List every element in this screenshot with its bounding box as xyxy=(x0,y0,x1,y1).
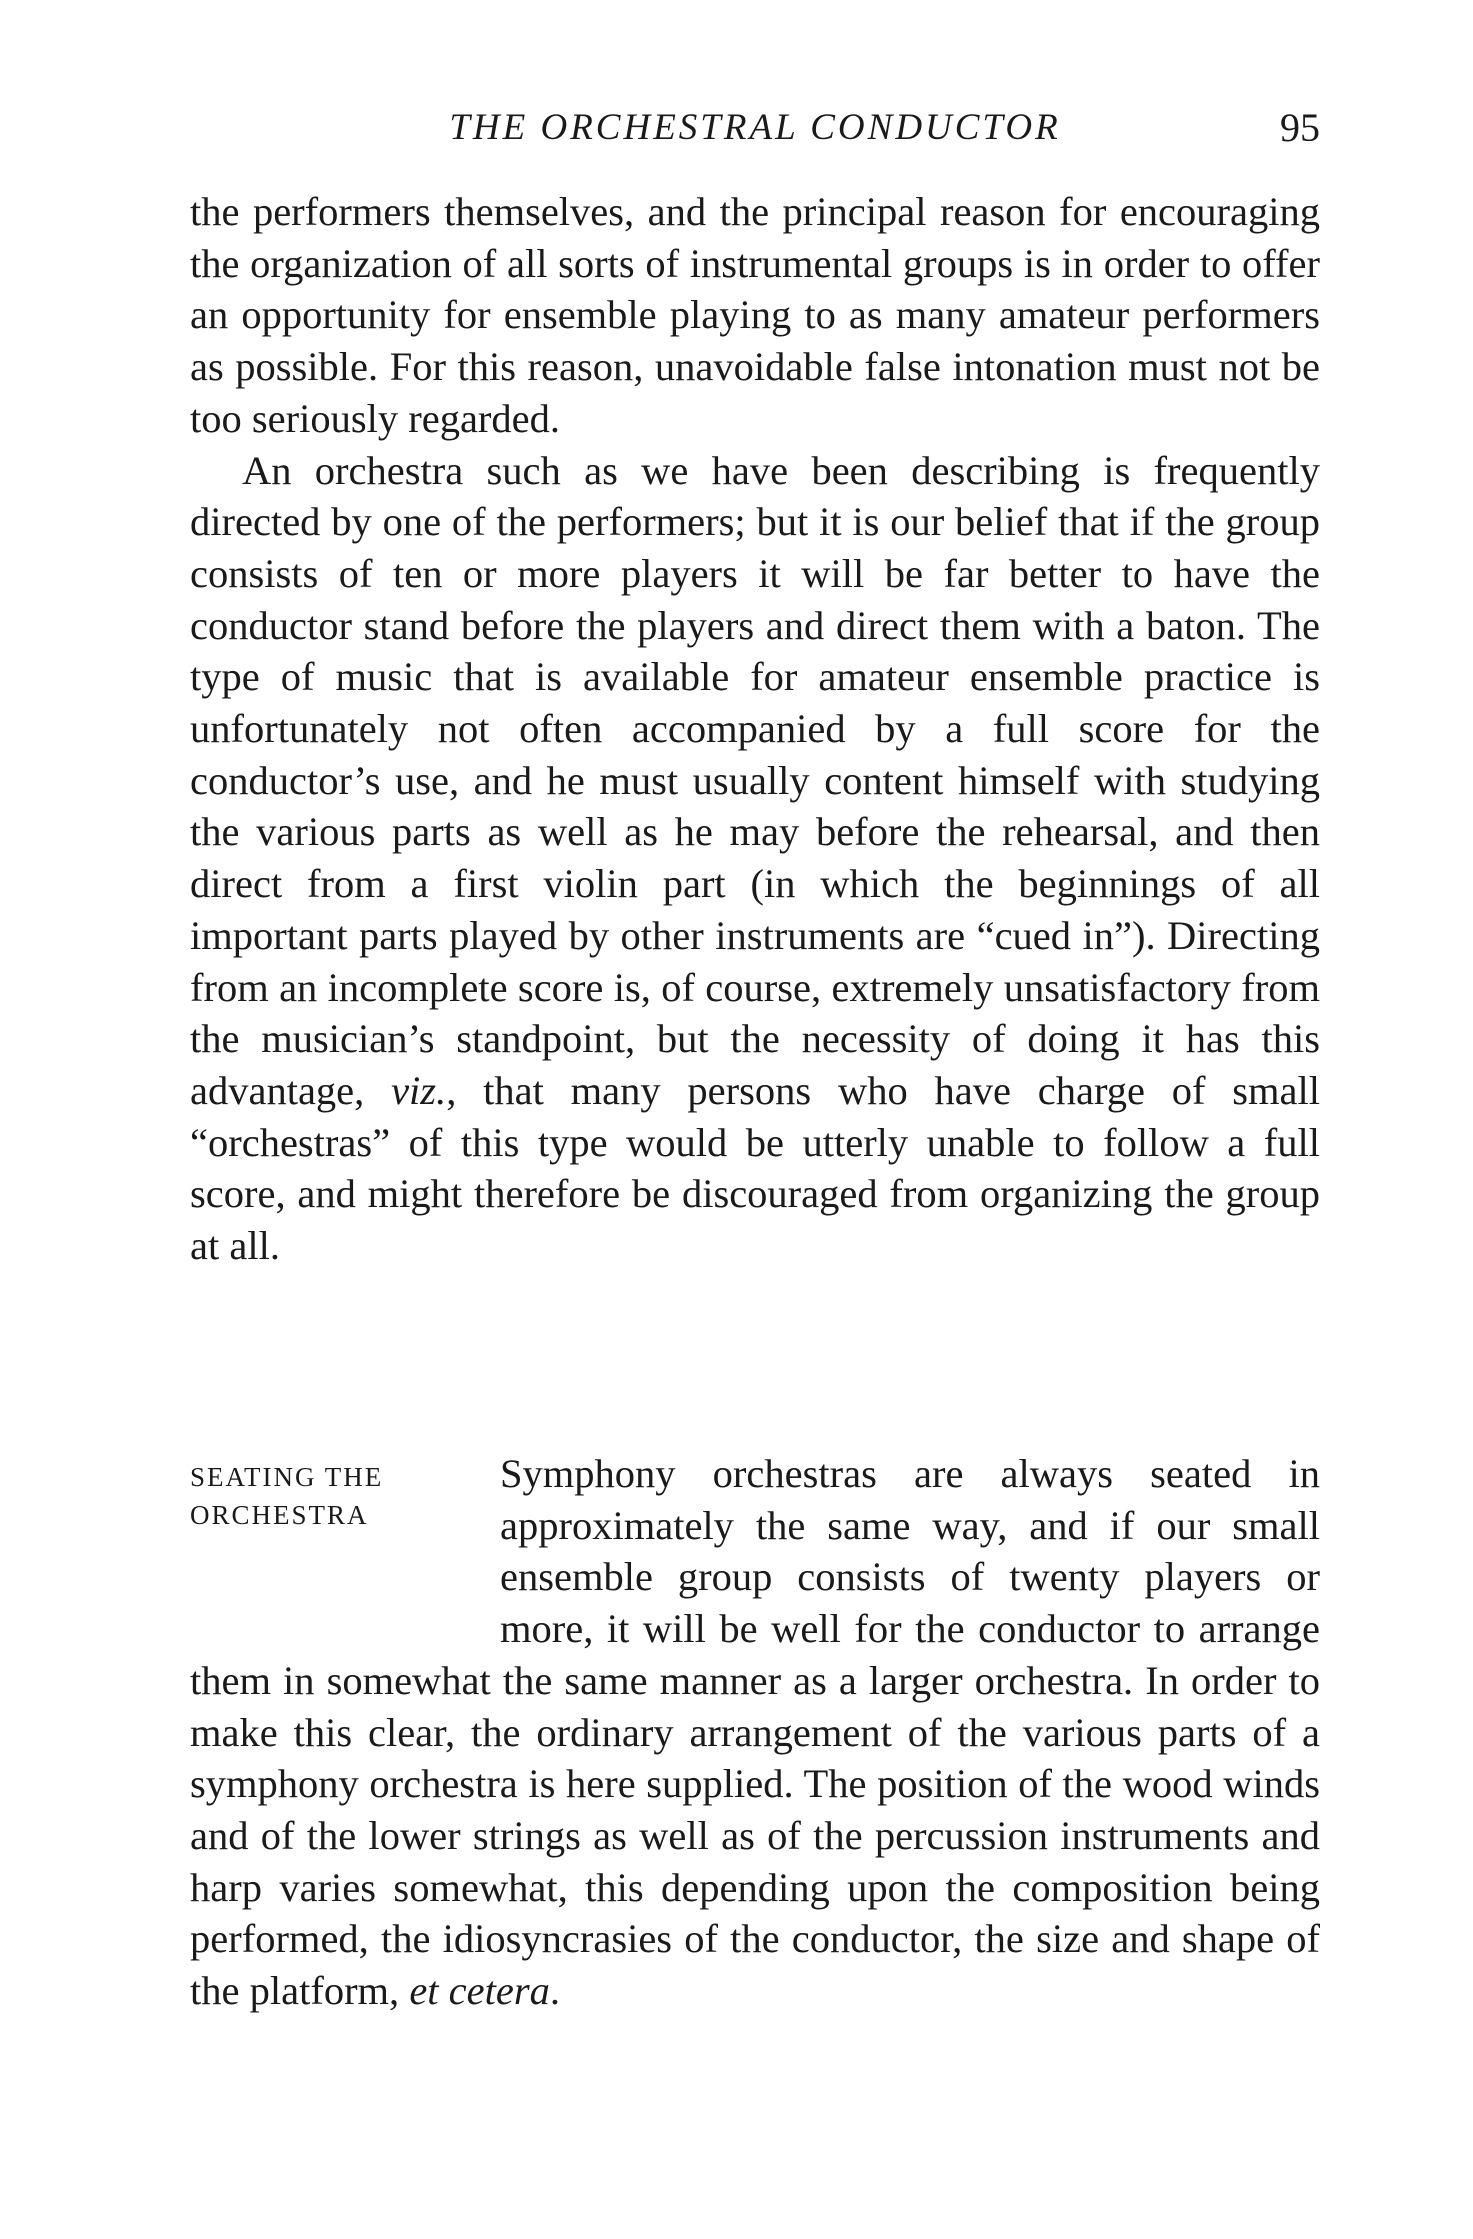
page-number: 95 xyxy=(1280,105,1320,150)
side-heading-line-1: SEATING THE xyxy=(190,1462,384,1492)
side-heading xyxy=(190,1458,500,1613)
paragraph-text-start: Symphony orchestras are always seated in approximately the same way, and if our small ensemble group consists of twenty players or more, it will be well for the conductor to arrange them in somewhat the same manner as a larger orchestra. In order to make this clear, the ordinary arrangement of the various parts of a symphony orchestra is here supplied. The position of the wood winds and of the lower strings as well as of the percussion instruments and harp varies somewhat, this depending upon the composition being performed, the idiosyncrasies of the conductor, the size and shape of the platform, xyxy=(190,1451,1320,2014)
running-title: THE ORCHESTRAL CONDUCTOR xyxy=(449,107,1061,148)
italic-term: viz. xyxy=(391,1067,447,1113)
paragraph-text-end: . xyxy=(549,1968,560,2014)
paragraph-conductor xyxy=(190,445,1320,1272)
body-text xyxy=(190,186,1320,1272)
paragraph-text-start: An orchestra such as we have been describing is frequently directed by one of the performers; but it is our belief that if the group consists of ten or more players it will be far better to have the conductor stand before the players and direct them with a baton. The type of music that is available for amateur ensemble practice is unfortunately not often accompanied by a full score for the conductor’s use, and he must usually content himself with studying the various parts as well as he may before the rehearsal, and then direct from a first violin part (in which the beginnings of all important parts played by other instruments are “cued in”). Directing from an incomplete score is, of course, extremely unsatisfactory from the musician’s standpoint, but the necessity of doing it has this advantage, xyxy=(190,447,1320,1113)
side-heading-line-2: ORCHESTRA xyxy=(190,1500,369,1530)
paragraph-continuation xyxy=(190,186,1320,445)
paragraph-text: the performers themselves, and the principal reason for encouraging the organization of all sorts of instrumental groups is in order to offer an opportunity for ensemble playing to as many amateur performers as possible. For this reason, unavoidable false intonation must not be too seriously regarded. xyxy=(190,189,1320,441)
section-seating xyxy=(190,1448,1320,2017)
italic-term: et cetera xyxy=(409,1968,550,2014)
running-head xyxy=(190,98,1320,158)
paragraph-text-end: , that many persons who have charge of small “orchestras” of this type would be utterly unable to follow a full score, and might therefore be discouraged from organizing the group at all. xyxy=(190,1067,1320,1269)
